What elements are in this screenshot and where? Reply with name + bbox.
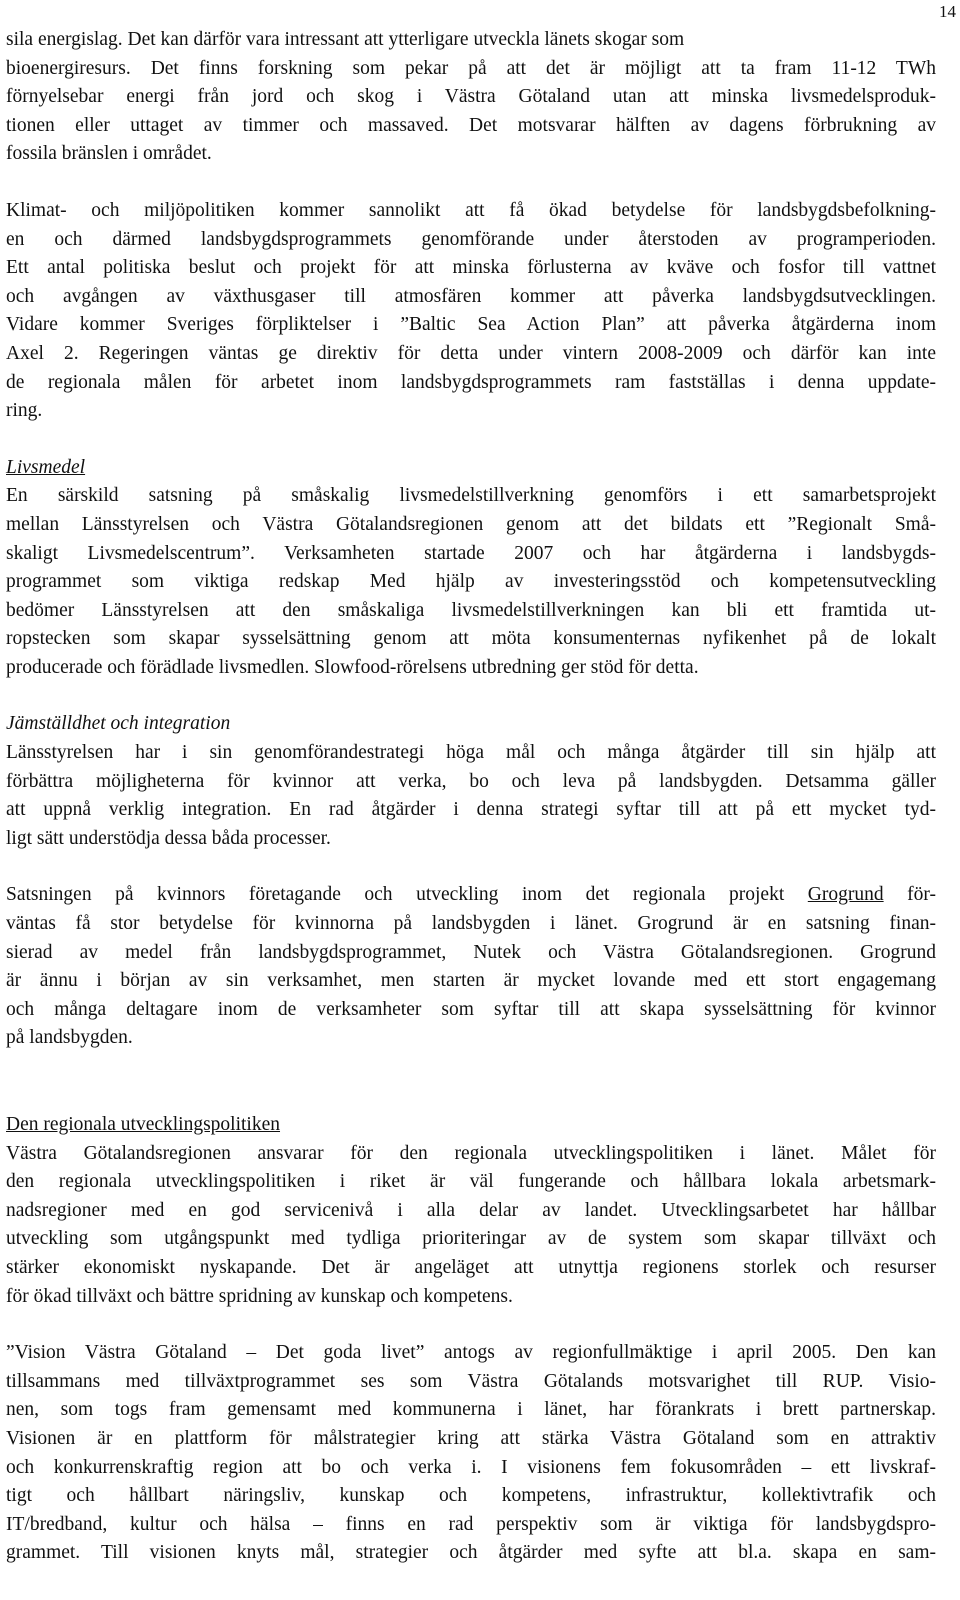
text-line: Visionen är en plattform för målstrategier kring att stärka Västra Götaland som en attraktiv — [6, 1427, 936, 1449]
paragraph-grogrund — [6, 881, 936, 1053]
text-line: Klimat- och miljöpolitiken kommer sannolikt att få ökad betydelse för landsbygdsbefolkning- — [6, 199, 936, 221]
text-line: nadsregioner med en god servicenivå i alla delar av landet. Utvecklingsarbetet har hållbar — [6, 1199, 936, 1221]
text-fragment: för- — [883, 884, 937, 906]
text-line: stärker ekonomiskt nyskapande. Det är angeläget att utnyttja regionens storlek och resurser — [6, 1256, 936, 1278]
text-line: de regionala målen för arbetet inom landsbygdsprogrammets ram fastställas i denna uppdate- — [6, 371, 936, 393]
text-line: ligt sätt understödja dessa båda processer. — [6, 827, 331, 849]
text-line: sierad av medel från landsbygdsprogrammet, Nutek och Västra Götalandsregionen. Grogrund — [6, 941, 936, 963]
section-heading: Livsmedel — [6, 456, 86, 478]
text-line: och många deltagare inom de verksamheter som syftar till att skapa sysselsättning för kvinnor — [6, 998, 936, 1020]
text-line: nen, som togs fram gemensamt med kommunerna i länet, har förankrats i brett partnerskap. — [6, 1399, 936, 1421]
paragraph-bioenergy — [6, 26, 936, 169]
text-line: producerade och förädlade livsmedlen. Slowfood-rörelsens utbredning ger stöd för detta. — [6, 656, 699, 678]
text-line: och konkurrenskraftig region att bo och verka i. I visionens fem fokusområden – ett livskraf- — [6, 1456, 936, 1478]
text-line: ropstecken som skapar sysselsättning genom att möta konsumenternas nyfikenhet på de lokalt — [6, 628, 936, 650]
text-line: ring. — [6, 400, 43, 422]
text-line: Axel 2. Regeringen väntas ge direktiv för detta under vintern 2008-2009 och därför kan inte — [6, 342, 936, 364]
text-line: bedömer Länsstyrelsen att den småskaliga livsmedelstillverkningen kan bli ett framtida ut- — [6, 599, 936, 621]
text-line: utveckling som utgångspunkt med tydliga prioriteringar av de system som skapar tillväxt och — [6, 1228, 936, 1250]
text-line: tigt och hållbart näringsliv, kunskap och kompetens, infrastruktur, kollektivtrafik och — [6, 1485, 936, 1507]
grogrund-link[interactable]: Grogrund — [807, 884, 884, 906]
section-heading: Den regionala utvecklingspolitiken — [6, 1114, 281, 1135]
text-line: programmet som viktiga redskap Med hjälp av investeringsstöd och kompetensutveckling — [6, 571, 936, 593]
text-line: förbättra möjligheterna för kvinnor att verka, bo och leva på landsbygden. Detsamma gäller — [6, 770, 936, 792]
section-regional-policy — [6, 1111, 936, 1311]
text-line — [6, 881, 936, 910]
text-line: förnyelsebar energi från jord och skog i Västra Götaland utan att minska livsmedelsproduk- — [6, 86, 936, 108]
text-line: Ett antal politiska beslut och projekt för att minska förlusterna av kväve och fosfor till vattnet — [6, 257, 936, 279]
text-line: den regionala utvecklingspolitiken i riket är väl fungerande och hållbara lokala arbetsmark- — [6, 1171, 936, 1193]
section-jamstalldhet — [6, 710, 936, 853]
page-number: 14 — [939, 2, 956, 21]
document-body — [6, 0, 936, 1568]
text-line: tillsammans med tillväxtprogrammet ses som Västra Götalands motsvarighet till RUP. Visio- — [6, 1370, 936, 1392]
text-line: Västra Götalandsregionen ansvarar för den regionala utvecklingspolitiken i länet. Målet för — [6, 1142, 936, 1164]
text-line: och avgången av växthusgaser till atmosfären kommer att påverka landsbygdsutvecklingen. — [6, 285, 936, 307]
text-line: En särskild satsning på småskalig livsmedelstillverkning genomförs i ett samarbetsprojekt — [6, 485, 936, 507]
text-line: mellan Länsstyrelsen och Västra Götalandsregionen genom att det bildats ett ”Regionalt Små- — [6, 513, 936, 535]
text-line: Vidare kommer Sveriges förpliktelser i ”Baltic Sea Action Plan” att påverka åtgärderna inom — [6, 314, 936, 336]
text-line: på landsbygden. — [6, 1027, 133, 1049]
paragraph-vision — [6, 1339, 936, 1568]
text-line: väntas få stor betydelse för kvinnorna på landsbygden i länet. Grogrund är en satsning finan- — [6, 913, 936, 935]
text-line: grammet. Till visionen knyts mål, strategier och åtgärder med syfte att bl.a. skapa en sam- — [6, 1542, 936, 1564]
text-line: bioenergiresurs. Det finns forskning som pekar på att det är möjligt att ta fram 11-12 TWh — [6, 57, 936, 79]
text-line: Länsstyrelsen har i sin genomförandestrategi höga mål och många åtgärder till sin hjälp att — [6, 742, 936, 764]
text-line: skaligt Livsmedelscentrum”. Verksamheten startade 2007 och har åtgärderna i landsbygds- — [6, 542, 936, 564]
text-line: sila energislag. Det kan därför vara intressant att ytterligare utveckla länets skogar som — [6, 29, 685, 50]
section-livsmedel — [6, 454, 936, 683]
text-line: tionen eller uttaget av timmer och massaved. Det motsvarar hälften av dagens förbrukning av — [6, 114, 936, 136]
section-heading: Jämställdhet och integration — [6, 713, 231, 735]
text-line: en och därmed landsbygdsprogrammets genomförande under återstoden av programperioden. — [6, 228, 936, 250]
text-line: fossila bränslen i området. — [6, 143, 212, 165]
text-line: IT/bredband, kultur och hälsa – finns en rad perspektiv som är viktiga för landsbygdspro- — [6, 1513, 936, 1535]
paragraph-climate-policy — [6, 197, 936, 426]
text-fragment: Satsningen på kvinnors företagande och utveckling inom det regionala projekt — [6, 884, 808, 906]
text-line: för ökad tillväxt och bättre spridning av kunskap och kompetens. — [6, 1285, 513, 1307]
text-line: att uppnå verklig integration. En rad åtgärder i denna strategi syftar till att på ett mycket tyd- — [6, 799, 936, 821]
text-line: är ännu i början av sin verksamhet, men starten är mycket lovande med ett stort engagemang — [6, 970, 936, 992]
text-line: ”Vision Västra Götaland – Det goda livet” antogs av regionfullmäktige i april 2005. Den kan — [6, 1342, 936, 1364]
